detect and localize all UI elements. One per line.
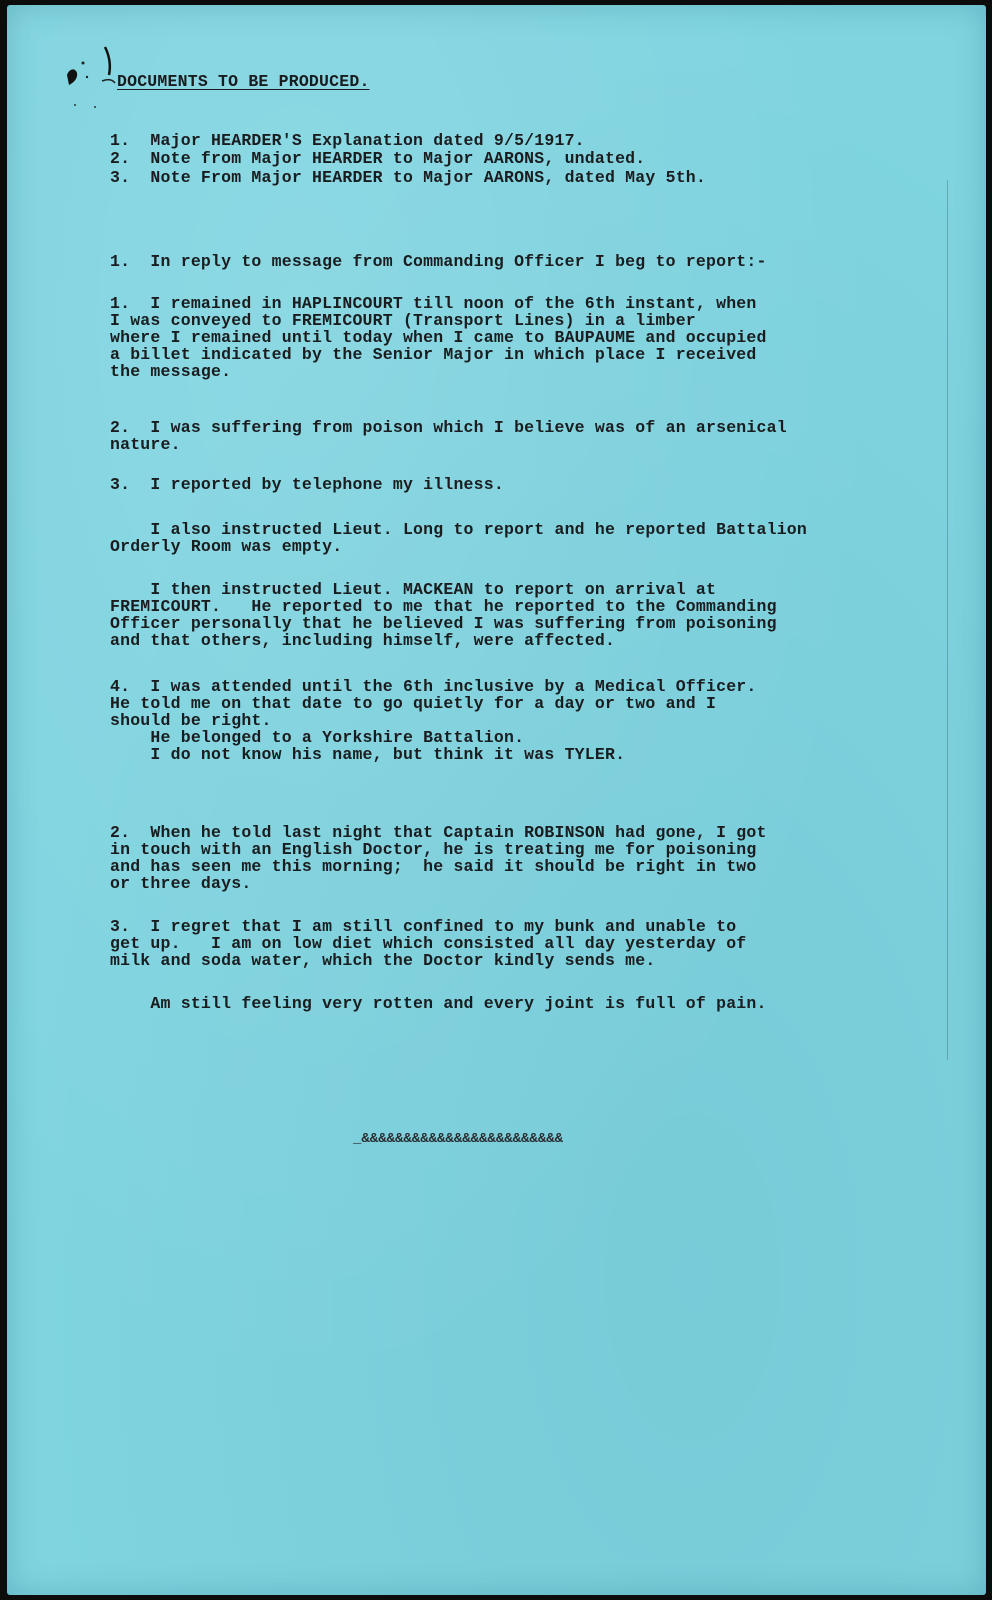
paragraph-1: 1. I remained in HAPLINCOURT till noon of the 6th instant, when I was conveyed to FREMICOURT (Transport Lines) in a limber where I remained until today when I came to BAUPAUME and occupied a billet indicated by the Senior Major in which place I received the message.	[110, 294, 767, 381]
paragraph-4: 4. I was attended until the 6th inclusive by a Medical Officer. He told me on that date to go quietly for a day or two and I should be right. He belonged to a Yorkshire Battalion. I do not know his name, but think it was TYLER.	[110, 677, 757, 764]
closing-divider: _&&&&&&&&&&&&&&&&&&&&&&&&	[353, 1131, 564, 1147]
document-page	[7, 5, 986, 1595]
paragraph-2: 2. I was suffering from poison which I believe was of an arsenical nature.	[110, 418, 787, 454]
margin-crease	[945, 180, 948, 1060]
document-list-item-3: 3. Note From Major HEARDER to Major AARONS, dated May 5th.	[110, 168, 706, 187]
report-intro: 1. In reply to message from Commanding Officer I beg to report:-	[110, 252, 767, 271]
paragraph-3b: I also instructed Lieut. Long to report and he reported Battalion Orderly Room was empty.	[110, 520, 808, 556]
paragraph-6: 3. I regret that I am still confined to my bunk and unable to get up. I am on low diet which consisted all day yesterday of milk and soda water, which the Doctor kindly sends me.	[110, 917, 747, 970]
document-list-item-2: 2. Note from Major HEARDER to Major AARONS, undated.	[110, 149, 646, 168]
paragraph-3: 3. I reported by telephone my illness.	[110, 475, 504, 494]
paragraph-5: 2. When he told last night that Captain ROBINSON had gone, I got in touch with an English Doctor, he is treating me for poisoning and has seen me this morning; he said it should be right in two or three days.	[110, 823, 767, 893]
document-list-item-1: 1. Major HEARDER'S Explanation dated 9/5/1917.	[110, 131, 585, 150]
paragraph-3c: I then instructed Lieut. MACKEAN to report on arrival at FREMICOURT. He reported to me that he reported to the Commanding Officer personally that he believed I was suffering from poisoning and that others, including himself, were affected.	[110, 580, 777, 650]
document-heading: DOCUMENTS TO BE PRODUCED.	[117, 72, 370, 91]
paragraph-7: Am still feeling very rotten and every joint is full of pain.	[110, 994, 767, 1013]
